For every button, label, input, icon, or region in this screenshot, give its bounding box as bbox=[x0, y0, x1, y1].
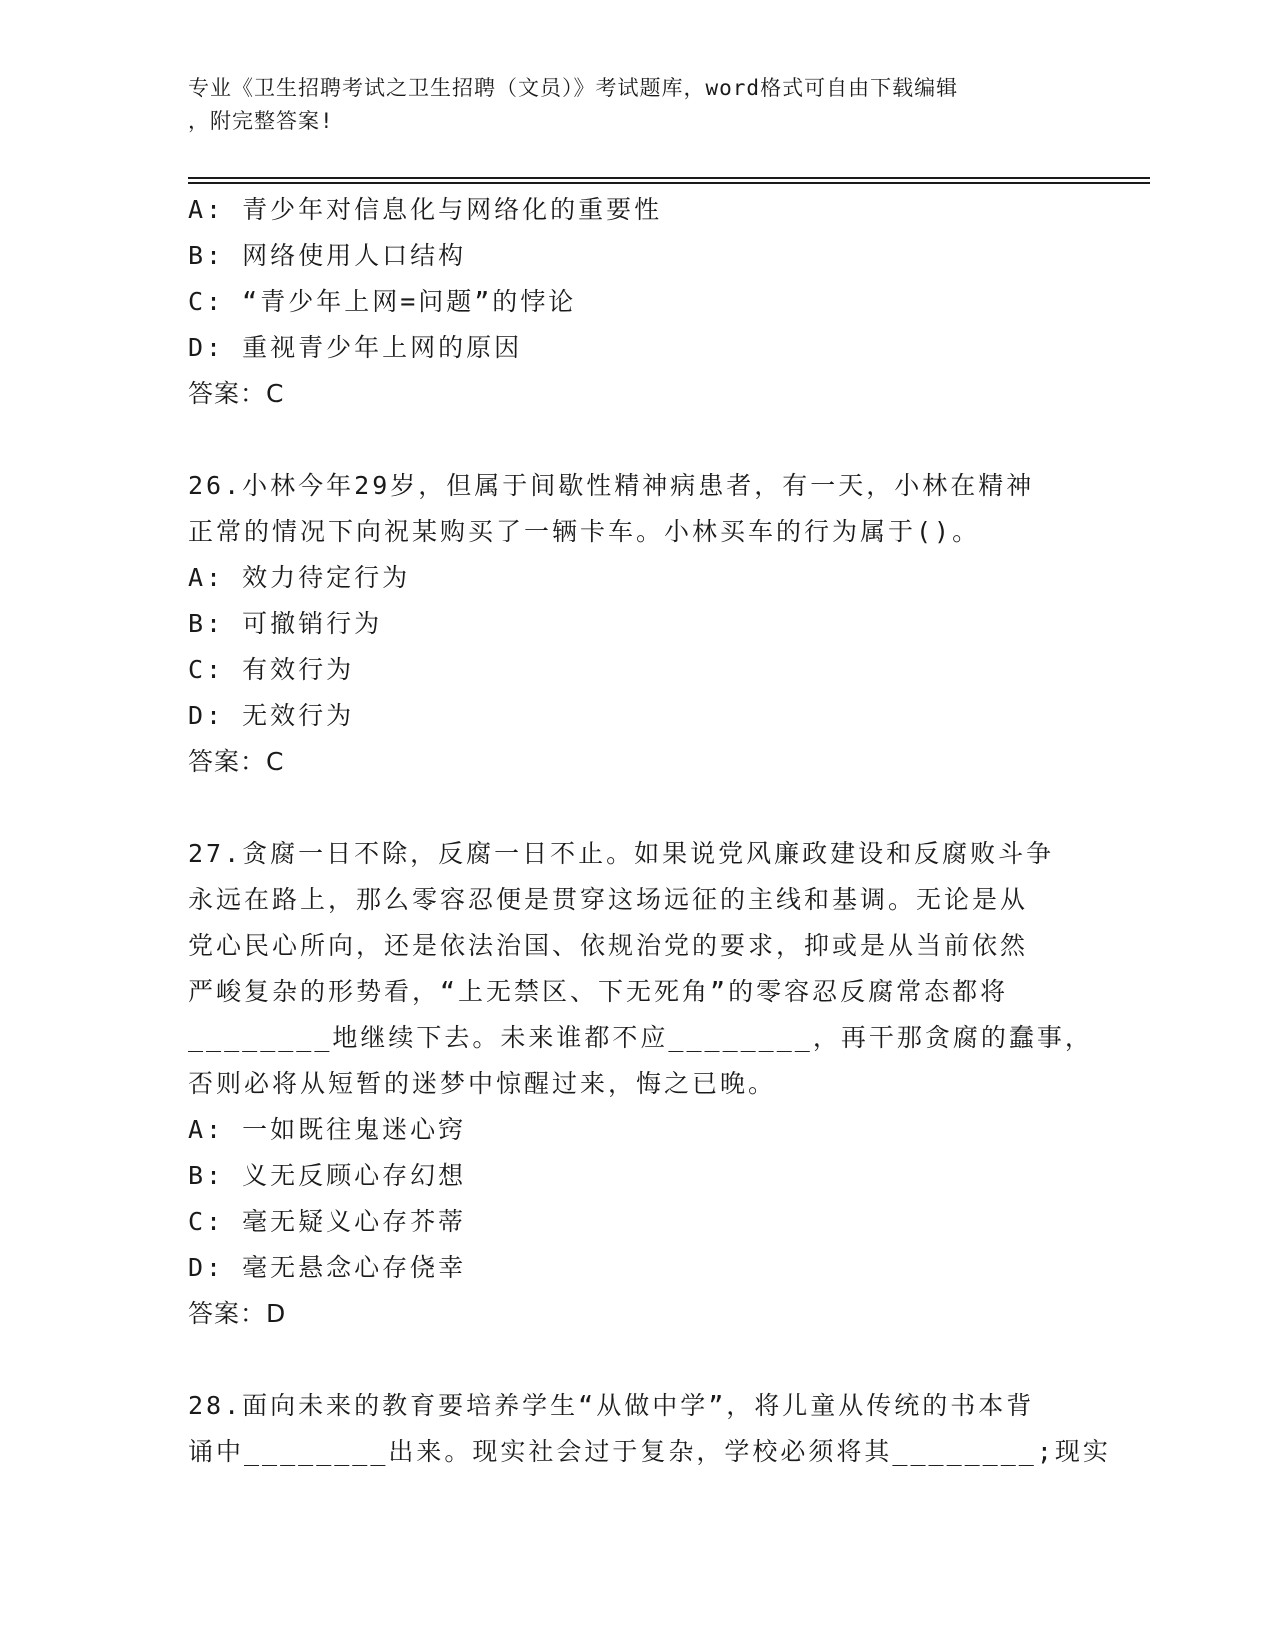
spacer bbox=[188, 785, 1088, 831]
option-a: A: 效力待定行为 bbox=[188, 563, 411, 592]
question-stem-line: 永远在路上，那么零容忍便是贯穿这场远征的主线和基调。无论是从 bbox=[188, 885, 1029, 914]
option-c: C: 有效行为 bbox=[188, 655, 355, 684]
answer: 答案：C bbox=[188, 379, 285, 408]
option-a: A: 一如既往鬼迷心窍 bbox=[188, 1115, 467, 1144]
option-b: B: 网络使用人口结构 bbox=[188, 241, 467, 270]
question-stem-line: 否则必将从短暂的迷梦中惊醒过来，悔之已晚。 bbox=[188, 1069, 777, 1098]
question-list bbox=[188, 187, 1111, 1475]
question-stem-line: ________地继续下去。未来谁都不应________，再干那贪腐的蠢事， bbox=[188, 1023, 1093, 1052]
question-stem-line: 严峻复杂的形势看，“上无禁区、下无死角”的零容忍反腐常态都将 bbox=[188, 977, 1009, 1006]
option-d: D: 无效行为 bbox=[188, 701, 355, 730]
header-rule-top bbox=[188, 177, 1150, 179]
question-stem-line: 正常的情况下向祝某购买了一辆卡车。小林买车的行为属于()。 bbox=[188, 517, 981, 546]
header-line-2: ，附完整答案! bbox=[188, 109, 334, 133]
question-stem-line: 27.贪腐一日不除，反腐一日不止。如果说党风廉政建设和反腐败斗争 bbox=[188, 839, 1055, 868]
option-c: C: 毫无疑义心存芥蒂 bbox=[188, 1207, 467, 1236]
question-26 bbox=[188, 463, 1088, 785]
option-c: C: “青少年上网=问题”的悖论 bbox=[188, 287, 577, 316]
question-stem-line: 诵中________出来。现实社会过于复杂，学校必须将其________;现实 bbox=[188, 1437, 1111, 1466]
question-stem-line: 党心民心所向，还是依法治国、依规治党的要求，抑或是从当前依然 bbox=[188, 931, 1029, 960]
option-d: D: 毫无悬念心存侥幸 bbox=[188, 1253, 467, 1282]
question-27 bbox=[188, 831, 1093, 1337]
question-25 bbox=[188, 187, 1088, 417]
spacer bbox=[188, 417, 1088, 463]
answer: 答案：C bbox=[188, 747, 285, 776]
question-28 bbox=[188, 1383, 1111, 1475]
spacer bbox=[188, 1337, 1088, 1383]
question-stem-line: 26.小林今年29岁，但属于间歇性精神病患者，有一天，小林在精神 bbox=[188, 471, 1035, 500]
header-rule-bottom bbox=[188, 182, 1150, 184]
option-b: B: 义无反顾心存幻想 bbox=[188, 1161, 467, 1190]
question-stem-line: 28.面向未来的教育要培养学生“从做中学”，将儿童从传统的书本背 bbox=[188, 1391, 1035, 1420]
option-d: D: 重视青少年上网的原因 bbox=[188, 333, 523, 362]
header-line-1: 专业《卫生招聘考试之卫生招聘（文员）》考试题库，word格式可自由下载编辑 bbox=[188, 76, 959, 100]
option-a: A: 青少年对信息化与网络化的重要性 bbox=[188, 195, 663, 224]
answer: 答案：D bbox=[188, 1299, 287, 1328]
document-header bbox=[188, 72, 1068, 138]
option-b: B: 可撤销行为 bbox=[188, 609, 383, 638]
